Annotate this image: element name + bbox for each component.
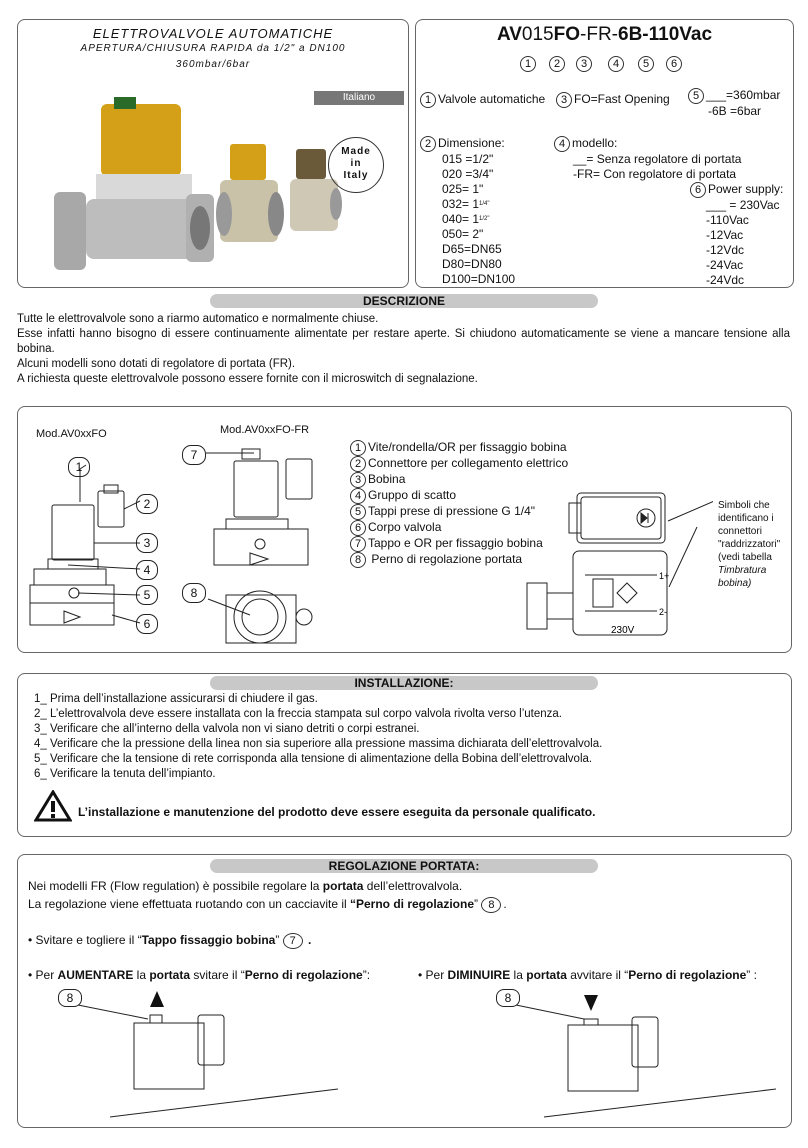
mod-fofr-label: Mod.AV0xxFO-FR: [220, 424, 310, 436]
legend-1-text: Valvole automatiche: [438, 92, 546, 107]
callout-6: 6: [136, 614, 158, 634]
power-12vac: -12Vac: [706, 228, 744, 242]
callout-5: 5: [136, 585, 158, 605]
marker-2: 2: [549, 56, 565, 72]
voltage-label: 230V: [611, 625, 635, 636]
made-in-italy-badge: [328, 137, 384, 193]
warning-icon: [34, 790, 72, 822]
part-2: 2 Connettore per collegamento elettrico: [350, 456, 590, 472]
callout-4: 4: [136, 560, 158, 580]
reg-line-2: La regolazione viene effettuata ruotando con un cacciavite il “Perno di regolazione” 8 .: [28, 897, 507, 912]
step-4: 4_ Verificare che la pressione della linea non sia superiore alla pressione massima dichiarata dell’elettrovalvola.: [34, 738, 603, 750]
regolazione-panel: [17, 854, 792, 1128]
badge-line-3: Italy: [343, 170, 369, 181]
large-valve-image: [54, 97, 214, 270]
legend-5b: -6B =6bar: [708, 104, 762, 118]
callout-2: 2: [136, 494, 158, 514]
regolazione-title: REGOLAZIONE PORTATA:: [210, 859, 598, 873]
badge-line-1: Made: [341, 146, 371, 157]
dim-020: 020 =3/4": [442, 167, 494, 181]
increase-drawing: [58, 985, 338, 1125]
part-6: 6 Corpo valvola: [350, 520, 590, 536]
valve-photos: [46, 94, 346, 284]
legend-4: [554, 136, 784, 182]
decrease-callout-8: 8: [496, 989, 520, 1007]
dim-015: 015 =1/2": [442, 152, 494, 166]
legend-num-3: 3: [556, 92, 572, 108]
reg-callout-8: 8: [481, 897, 501, 913]
legend-num-4: 4: [554, 136, 570, 152]
reg-increase: • Per AUMENTARE la portata svitare il “Perno di regolazione”:: [28, 968, 371, 982]
callout-8: 8: [182, 583, 206, 603]
legend-6-title: Power supply:: [708, 182, 784, 197]
arrow-up-icon: [150, 991, 164, 1007]
installazione-steps: [34, 692, 784, 782]
terminal-plus: 1+: [659, 571, 670, 581]
doc-pressure: 360mbar/6bar: [175, 59, 251, 70]
legend-5a: ___=360mbar: [706, 88, 781, 103]
marker-3: 3: [576, 56, 592, 72]
part-1: 1 Vite/rondella/OR per fissaggio bobina: [350, 440, 590, 456]
step-1: 1_ Prima dell’installazione assicurarsi di chiudere il gas.: [34, 693, 318, 705]
product-code: [416, 23, 793, 47]
legend-2-title: Dimensione:: [438, 136, 505, 151]
reg-line-1: Nei modelli FR (Flow regulation) è possibile regolare la portata dell’elettrovalvola.: [28, 879, 463, 893]
dim-032-sup: 1/4": [479, 201, 490, 207]
header-right-panel: [415, 19, 794, 288]
marker-5: 5: [638, 56, 654, 72]
warning-text: L’installazione e manutenzione del prodotto deve essere eseguita da personale qualificato.: [78, 805, 596, 819]
decrease-drawing: [496, 985, 776, 1125]
installazione-panel: [17, 673, 792, 837]
code-6b: 6B: [618, 24, 643, 45]
diagram-panel: [17, 406, 792, 653]
doc-title: ELETTROVALVOLE AUTOMATICHE: [92, 26, 334, 41]
desc-line-3: Alcuni modelli sono dotati di regolatore di portata (FR).: [17, 358, 296, 370]
part-8: 8 Perno di regolazione portata: [350, 552, 590, 568]
dim-040: $040= 1^{1/2"}$: [442, 212, 490, 226]
arrow-down-icon: [584, 995, 598, 1011]
step-3: 3_ Verificare che all’interno della valvola non vi siano detriti o corpi estranei.: [34, 723, 420, 735]
part-3: 3 Bobina: [350, 472, 590, 488]
marker-1: 1: [520, 56, 536, 72]
legend-num-2: 2: [420, 136, 436, 152]
marker-6: 6: [666, 56, 682, 72]
code-fr: -FR-: [580, 24, 618, 45]
legend-num-5: 5: [688, 88, 704, 104]
callout-7: 7: [182, 445, 206, 465]
terminal-minus: 2-: [659, 607, 668, 617]
power-24vac: -24Vac: [706, 258, 744, 272]
descrizione-body: [17, 312, 790, 387]
desc-line-4: A richiesta queste elettrovalvole possono essere fornite con il microswitch di segnalazione.: [17, 373, 478, 385]
legend-4-title: modello:: [572, 136, 618, 151]
reg-decrease: • Per DIMINUIRE la portata avvitare il “Perno di regolazione” :: [418, 968, 757, 982]
callout-1: 1: [68, 457, 90, 477]
power-110: -110Vac: [706, 213, 749, 227]
code-dim: 015: [521, 24, 554, 45]
reg-callout-7: 7: [283, 933, 303, 949]
legend-6: [690, 182, 790, 288]
doc-subtitle: APERTURA/CHIUSURA RAPIDA da 1/2" a DN100: [80, 43, 346, 54]
dim-040-sup: 1/2": [479, 216, 490, 222]
installazione-title: INSTALLAZIONE:: [210, 676, 598, 690]
part-5: 5 Tappi prese di pressione G 1/4": [350, 504, 590, 520]
legend-num-6: 6: [690, 182, 706, 198]
legend-num-1: 1: [420, 92, 436, 108]
code-fo: FO: [553, 24, 581, 45]
descrizione-title: DESCRIZIONE: [210, 294, 598, 308]
header-left-panel: [17, 19, 409, 288]
dim-032: $032= 1^{1/4"}$: [442, 197, 490, 211]
part-4: 4 Gruppo di scatto: [350, 488, 590, 504]
code-volt: -110Vac: [642, 24, 713, 45]
dim-050: 050= 2": [442, 227, 484, 241]
dim-d80: D80=DN80: [442, 257, 502, 271]
legend-1: [420, 92, 545, 108]
mod-fo-label: Mod.AV0xxFO: [36, 428, 107, 440]
legend-4b: -FR= Con regolatore di portata: [573, 167, 737, 181]
power-12vdc: -12Vdc: [706, 243, 745, 257]
step-2: 2_ L’elettrovalvola deve essere installata con la freccia stampata sul corpo valvola rivolta verso l’utenza.: [34, 708, 563, 720]
power-230: ___ = 230Vac: [706, 198, 780, 212]
power-24vdc: -24Vdc: [706, 273, 745, 287]
legend-3-text: FO=Fast Opening: [574, 92, 670, 107]
callout-3: 3: [136, 533, 158, 553]
desc-line-2: Esse infatti hanno bisogno di essere continuamente alimentate per restare aperte. Si chiudono automaticamente se viene a mancare tensione alla bobina.: [17, 328, 790, 355]
step-5: 5_ Verificare che la tensione di rete corrisponda alla tensione di alimentazione della Bobina dell’elettrovalvola.: [34, 753, 593, 765]
legend-3: [556, 92, 670, 108]
desc-line-1: Tutte le elettrovalvole sono a riarmo automatico e normalmente chiuse.: [17, 313, 379, 325]
connector-note: Simboli che identificano i connettori "raddrizzatori" (vedi tabella Timbratura bobina): [718, 500, 781, 589]
valve-fofr-drawing: [178, 437, 338, 647]
dim-025: 025= 1": [442, 182, 484, 196]
dim-d65: D65=DN65: [442, 242, 502, 256]
connector-drawing: [523, 487, 713, 642]
legend-2: [420, 136, 550, 287]
medium-valve-image: [216, 144, 284, 242]
language-tag: Italiano: [314, 91, 404, 105]
code-av: AV: [496, 24, 522, 45]
increase-callout-8: 8: [58, 989, 82, 1007]
badge-line-2: in: [350, 158, 362, 169]
part-7: 7 Tappo e OR per fissaggio bobina: [350, 536, 590, 552]
code-markers: [520, 56, 700, 74]
legend-5: [688, 88, 780, 119]
dim-d100: D100=DN100: [442, 272, 516, 286]
marker-4: 4: [608, 56, 624, 72]
step-6: 6_ Verificare la tenuta dell’impianto.: [34, 768, 216, 780]
legend-4a: __= Senza regolatore di portata: [573, 152, 742, 166]
reg-line-3: • Svitare e togliere il “Tappo fissaggio bobina” 7 .: [28, 933, 312, 948]
